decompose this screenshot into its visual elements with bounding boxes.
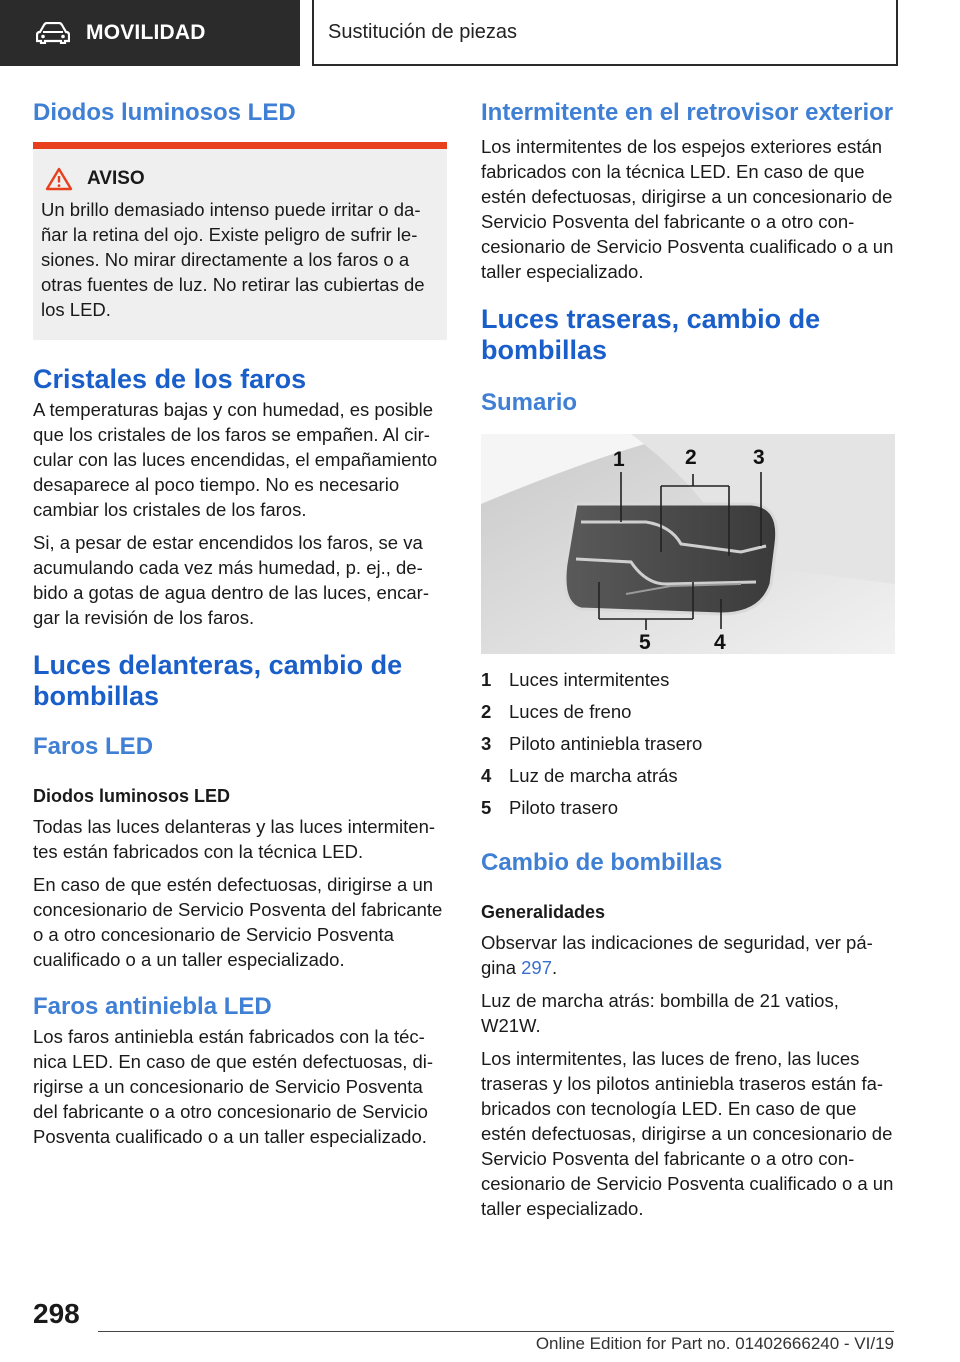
legend-item [481, 728, 895, 760]
heading-generalidades: Generalidades [481, 902, 606, 922]
legend-text: Luz de marcha atrás [509, 765, 678, 786]
paragraph: En caso de que estén defectuosas, dirigirse a un concesionario de Servicio Posventa del fabricante o a otro concesionario de Servicio Posventa cualificado o a un taller especializado. [33, 874, 443, 970]
footer-divider [98, 1331, 894, 1332]
legend-text: Piloto antiniebla trasero [509, 733, 703, 754]
paragraph: Todas las luces delanteras y las luces intermitentes están fabricados con la técnica LED. [33, 816, 436, 862]
left-column [33, 98, 447, 1149]
legend-text: Piloto trasero [509, 797, 618, 818]
legend-number: 5 [481, 797, 492, 818]
heading-intermitente-retrovisor: Intermitente en el retrovisor exterior [481, 99, 894, 126]
page-number: 298 [33, 1298, 80, 1329]
figure-label-5: 5 [639, 631, 651, 654]
figure-label-3: 3 [753, 446, 765, 469]
page-link-297[interactable]: 297 [521, 957, 552, 978]
heading-faros-antiniebla: Faros antiniebla LED [33, 993, 272, 1020]
figure-label-1: 1 [613, 448, 625, 471]
legend-item [481, 760, 895, 792]
tail-light-figure [481, 434, 895, 654]
period: . [552, 957, 558, 978]
car-icon [36, 22, 70, 44]
warning-title [41, 167, 435, 191]
safety-text: Observar las indicaciones de seguridad, ver página [481, 932, 873, 978]
right-column [481, 98, 895, 1221]
paragraph-safety-reference [481, 930, 895, 980]
legend-item [481, 696, 895, 728]
legend-item [481, 792, 895, 824]
heading-diodos-led-small: Diodos luminosos LED [33, 786, 231, 806]
heading-faros-led: Faros LED [33, 733, 154, 760]
warning-label: AVISO [87, 168, 145, 189]
paragraph: Luz de marcha atrás: bombilla de 21 vatios, W21W. [481, 990, 839, 1036]
paragraph: Si, a pesar de estar encendidos los faros, se va acumulando cada vez más humedad, p. ej., debido a gotas de agua dentro de las luces, encargar la revisión de los faros. [33, 532, 429, 628]
legend-text: Luces de freno [509, 701, 632, 722]
heading-sumario: Sumario [481, 389, 578, 416]
warning-triangle-icon [45, 167, 73, 191]
heading-luces-delanteras: Luces delanteras, cambio de bombillas [33, 650, 403, 711]
chapter-tab [0, 0, 300, 66]
paragraph: Los faros antiniebla están fabricados con la técnica LED. En caso de que estén defectuosas, dirigirse a un concesionario de Servicio Posventa del fabricante o a otro concesionario de Servicio Posventa cualificado o a un taller especializado. [33, 1026, 434, 1147]
chapter-label: MOVILIDAD [86, 21, 206, 44]
legend-number: 2 [481, 701, 492, 722]
legend-item [481, 664, 895, 696]
warning-text: Un brillo demasiado intenso puede irritar o dañar la retina del ojo. Existe peligro de sufrir lesiones. No mirar directamente a los faros o a otras fuentes de luz. No retirar las cubiertas de los LED. [41, 199, 425, 320]
paragraph: Los intermitentes, las luces de freno, las luces traseras y los pilotos antiniebla traseros están fabricados con tecnología LED. En caso de que estén defectuosas, dirigirse a un concesionario de Servicio Posventa del fabricante o a otro concesionario de Servicio Posventa cualificado o a un taller especializado. [481, 1048, 894, 1219]
edition-text: Online Edition for Part no. 01402666240 - VI/19 [535, 1334, 894, 1353]
heading-luces-traseras: Luces traseras, cambio de bombillas [481, 304, 821, 365]
figure-label-4: 4 [714, 631, 726, 654]
legend-number: 3 [481, 733, 492, 754]
section-header [312, 0, 898, 66]
heading-diodos-led: Diodos luminosos LED [33, 99, 296, 126]
legend-text: Luces intermitentes [509, 669, 670, 690]
legend-number: 4 [481, 765, 492, 786]
legend-number: 1 [481, 669, 492, 690]
paragraph: A temperaturas bajas y con humedad, es posible que los cristales de los faros se empañen. Al circular con las luces encendidas, el empañamiento desaparece al poco tiempo. No es necesario cambiar los cristales de los faros. [33, 399, 438, 520]
figure-label-2: 2 [685, 446, 697, 469]
warning-box [33, 142, 447, 340]
section-label: Sustitución de piezas [328, 20, 518, 43]
heading-cristales-faros: Cristales de los faros [33, 364, 307, 394]
heading-cambio-bombillas: Cambio de bombillas [481, 849, 723, 876]
paragraph: Los intermitentes de los espejos exteriores están fabricados con la técnica LED. En caso de que estén defectuosas, dirigirse a un concesionario de Servicio Posventa del fabricante o a otro concesionario de Servicio Posventa cualificado o a un taller especializado. [481, 136, 894, 282]
figure-legend [481, 664, 895, 824]
